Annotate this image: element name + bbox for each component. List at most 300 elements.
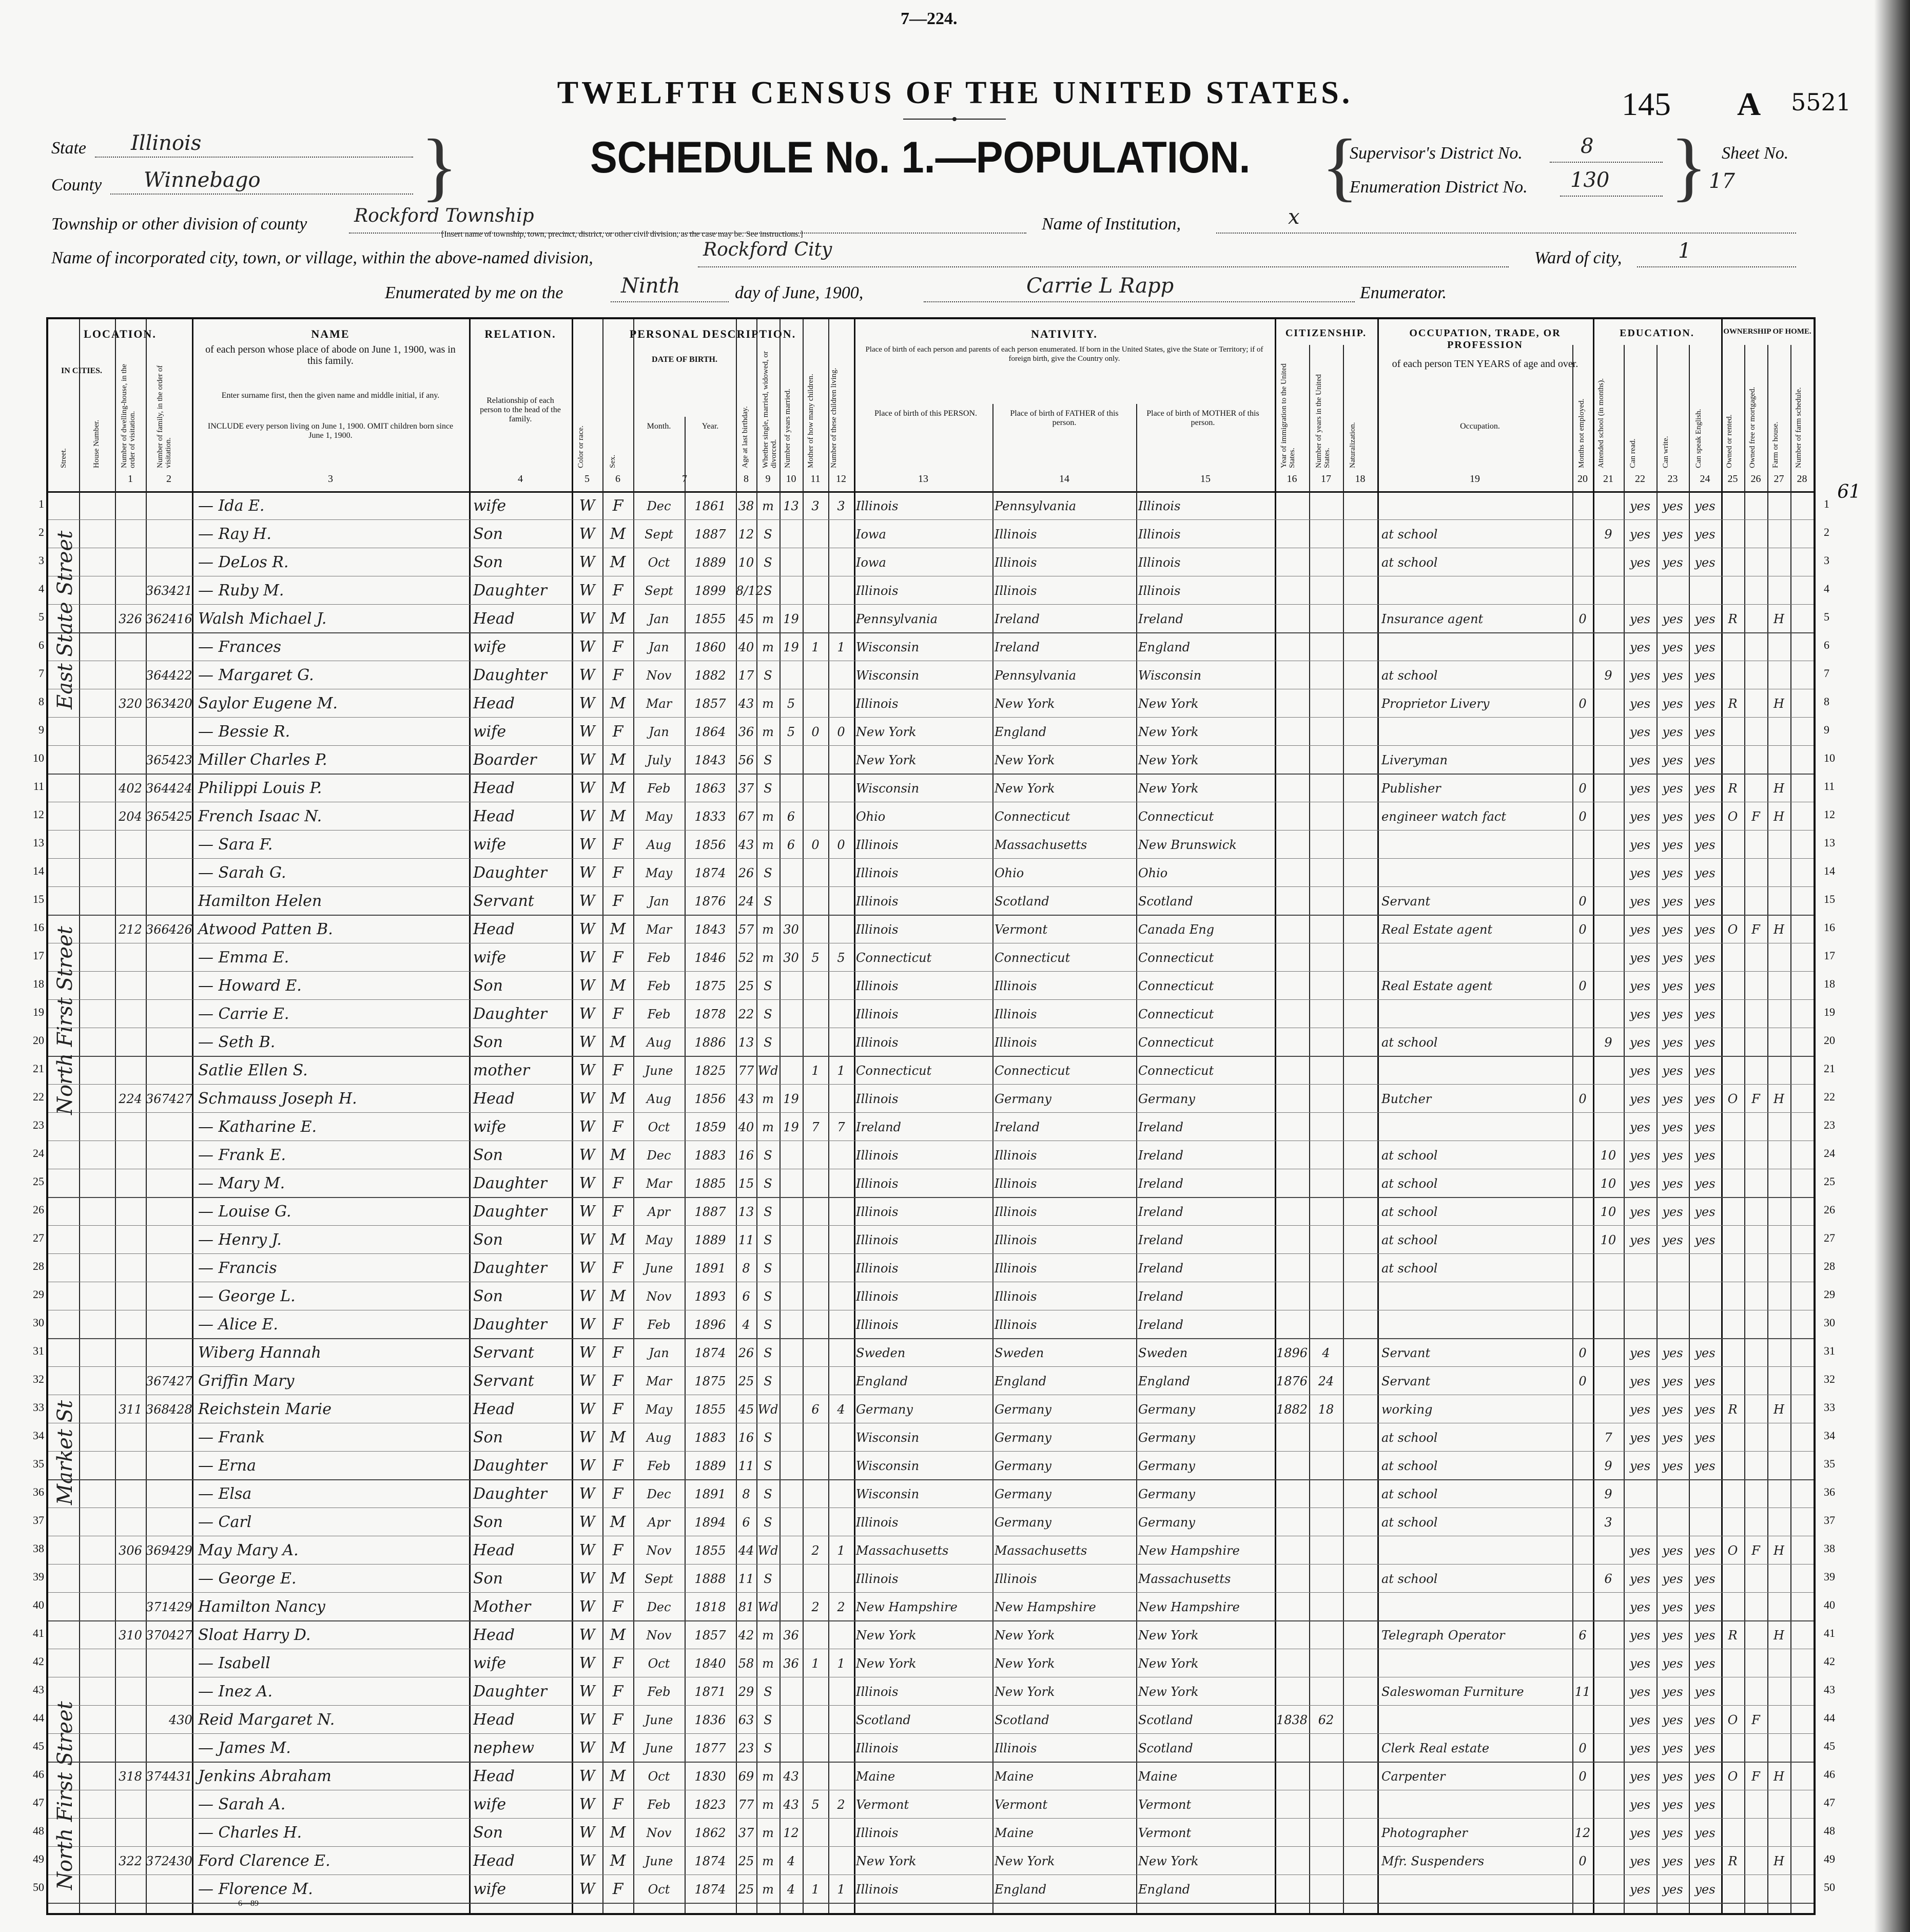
farm-house-cell: [1767, 1286, 1790, 1307]
years-married-cell: [779, 524, 803, 545]
colnum-27: 27: [1773, 473, 1784, 485]
occupation-cell: at school: [1381, 1148, 1438, 1163]
name-cell: — Erna: [198, 1457, 256, 1475]
owned-rented-cell: [1721, 834, 1744, 856]
census-row: [33, 915, 1835, 943]
birthplace-father-cell: Connecticut: [995, 809, 1070, 824]
birth-month-cell: Oct: [648, 1769, 670, 1784]
colnum-10: 10: [786, 473, 796, 485]
can-write-cell: yes: [1662, 1769, 1683, 1784]
years-in-us-cell: [1309, 1879, 1343, 1900]
naturalization-cell: [1343, 721, 1377, 743]
can-write-cell: yes: [1662, 1543, 1683, 1558]
house-number-cell: [115, 749, 146, 771]
birth-year-cell: 1857: [694, 697, 726, 711]
farm-house-cell: [1767, 1483, 1790, 1505]
naturalization-cell: [1343, 1116, 1377, 1138]
attended-school-cell: [1593, 1258, 1624, 1279]
marital-cell: S: [764, 1487, 772, 1501]
relation-cell: Daughter: [473, 1203, 547, 1221]
can-write-cell: yes: [1662, 1148, 1683, 1163]
free-mortgaged-cell: [1744, 1342, 1767, 1364]
can-write-cell: [1656, 1314, 1689, 1336]
immigration-year-cell: [1275, 693, 1309, 714]
birthplace-mother-cell: Germany: [1138, 1515, 1195, 1530]
months-not-employed-cell: 6: [1578, 1628, 1587, 1643]
census-row: [33, 1338, 1835, 1366]
street-name-2: North First Street: [53, 926, 77, 1115]
sex-cell: M: [610, 525, 626, 543]
naturalization-cell: [1343, 1314, 1377, 1336]
can-speak-cell: yes: [1694, 1628, 1716, 1643]
can-read-cell: yes: [1629, 1092, 1651, 1106]
occupation-cell: Real Estate agent: [1381, 922, 1493, 937]
house-number-cell: [115, 524, 146, 545]
children-living-cell: 0: [837, 838, 845, 852]
age-cell: 10: [738, 555, 754, 570]
owned-rented-cell: O: [1727, 1092, 1738, 1106]
birth-month-cell: Oct: [648, 1882, 670, 1897]
census-row: [38, 576, 1829, 604]
age-cell: 43: [738, 697, 754, 711]
can-read-cell: yes: [1629, 612, 1651, 626]
children-living-cell: [828, 862, 854, 884]
attended-school-cell: [1593, 1653, 1624, 1674]
dwelling-number-cell: 363: [146, 584, 169, 598]
birth-year-cell: 1855: [694, 1543, 726, 1558]
attended-school-cell: [1593, 1088, 1624, 1110]
farm-house-cell: [1767, 1201, 1790, 1223]
house-number-cell: [115, 1060, 146, 1081]
birthplace-person-cell: Illinois: [856, 866, 899, 880]
colnum-13: 13: [918, 473, 928, 485]
sex-cell: F: [612, 1203, 623, 1221]
immigration-year-cell: [1275, 1258, 1309, 1279]
right-brace: {: [1321, 124, 1358, 209]
farm-house-cell: [1767, 721, 1790, 743]
can-speak-cell: yes: [1694, 1035, 1716, 1050]
family-number-cell: 429: [169, 1600, 192, 1614]
birthplace-mother-cell: Ireland: [1138, 1120, 1183, 1134]
free-mortgaged-cell: [1744, 1596, 1767, 1618]
birthplace-father-cell: Connecticut: [995, 951, 1070, 965]
family-number-cell: 431: [169, 1769, 192, 1784]
line-number-left: 11: [33, 780, 44, 793]
line-number-right: 25: [1824, 1175, 1835, 1188]
free-mortgaged-cell: [1744, 608, 1767, 630]
census-row: [33, 1225, 1835, 1253]
farm-house-cell: [1767, 1116, 1790, 1138]
relation-cell: Daughter: [473, 1316, 547, 1334]
age-cell: 45: [738, 1402, 754, 1417]
relation-cell: wife: [473, 836, 506, 854]
family-number-cell: [169, 1568, 192, 1590]
attended-school-cell: [1593, 1879, 1624, 1900]
free-mortgaged-cell: [1744, 862, 1767, 884]
sex-cell: F: [612, 1061, 623, 1079]
free-mortgaged-cell: [1744, 1145, 1767, 1166]
mother-of-cell: [803, 1201, 828, 1223]
occupation-cell: at school: [1381, 1515, 1438, 1530]
can-read-cell: yes: [1629, 1205, 1651, 1219]
can-speak-cell: [1689, 1258, 1721, 1279]
years-in-us-cell: [1309, 778, 1343, 799]
birthplace-mother-cell: Canada Eng: [1138, 922, 1215, 937]
house-number-cell: [115, 1568, 146, 1590]
relation-cell: Daughter: [473, 1005, 547, 1023]
house-number-cell: 318: [119, 1769, 142, 1784]
dwelling-number-cell: [146, 862, 169, 884]
can-write-cell: yes: [1662, 753, 1683, 767]
immigration-year-cell: [1275, 1681, 1309, 1703]
occupation-cell: [1381, 636, 1571, 658]
age-cell: 56: [738, 753, 754, 767]
street-name-3: Market St: [53, 1400, 77, 1505]
can-write-cell: yes: [1662, 612, 1683, 626]
immigration-year-cell: [1275, 1116, 1309, 1138]
color-cell: W: [579, 1146, 595, 1164]
marital-cell: S: [764, 1035, 772, 1050]
years-married-cell: [779, 891, 803, 912]
census-row: [33, 1564, 1835, 1592]
family-number-cell: 430: [169, 1713, 192, 1727]
children-living-cell: [828, 806, 854, 827]
relation-cell: Head: [473, 920, 515, 938]
months-not-employed-cell: [1572, 1653, 1593, 1674]
vlabel-attended-school: Attended school (in months).: [1597, 378, 1605, 468]
birthplace-person-cell: Sweden: [856, 1346, 906, 1360]
census-row: [38, 548, 1829, 576]
relation-cell: wife: [473, 723, 506, 741]
color-cell: W: [579, 1061, 595, 1079]
children-living-cell: [828, 1286, 854, 1307]
house-number-cell: [115, 1653, 146, 1674]
sex-cell: F: [612, 949, 623, 967]
birthplace-father-cell: Scotland: [995, 1713, 1049, 1727]
naturalization-cell: [1343, 1229, 1377, 1251]
months-not-employed-cell: 0: [1578, 1092, 1587, 1106]
owned-rented-cell: O: [1727, 922, 1738, 937]
line-number-left: 26: [33, 1203, 44, 1216]
years-married-cell: [779, 1483, 803, 1505]
occupation-cell: Butcher: [1381, 1092, 1432, 1106]
can-read-cell: yes: [1629, 838, 1651, 852]
free-mortgaged-cell: F: [1751, 1769, 1760, 1784]
name-cell: — Louise G.: [198, 1203, 291, 1221]
family-number-cell: [169, 1681, 192, 1703]
farm-house-cell: [1767, 1229, 1790, 1251]
color-cell: W: [579, 1400, 595, 1418]
can-speak-cell: [1689, 1314, 1721, 1336]
birthplace-person-cell: Illinois: [856, 1318, 899, 1332]
birthplace-person-cell: Germany: [856, 1402, 913, 1417]
owned-rented-cell: O: [1727, 1543, 1738, 1558]
children-living-cell: [828, 1003, 854, 1025]
years-married-cell: 19: [783, 640, 799, 654]
birth-year-cell: 1894: [694, 1515, 726, 1530]
supervisor-line: [1550, 162, 1663, 163]
family-number-cell: [169, 1060, 192, 1081]
line-number-right: 31: [1824, 1344, 1835, 1357]
years-married-cell: 6: [787, 809, 795, 824]
line-number-right: 49: [1824, 1852, 1835, 1865]
pob-mother-label: Place of birth of MOTHER of this person.: [1146, 409, 1259, 427]
birthplace-mother-cell: Connecticut: [1138, 951, 1214, 965]
owned-rented-cell: [1721, 1596, 1744, 1618]
line-number-left: 2: [38, 526, 44, 538]
owned-rented-cell: [1721, 749, 1744, 771]
marital-cell: m: [762, 1628, 774, 1643]
relation-cell: Son: [473, 1570, 503, 1588]
birthplace-person-cell: Iowa: [856, 527, 886, 542]
age-cell: 25: [738, 979, 754, 993]
attended-school-cell: [1593, 1737, 1624, 1759]
line-number-right: 10: [1824, 751, 1835, 764]
can-speak-cell: yes: [1694, 527, 1716, 542]
years-married-cell: [779, 1370, 803, 1392]
years-in-us-cell: [1309, 1568, 1343, 1590]
dwelling-number-cell: 364: [146, 668, 169, 683]
house-number-cell: [115, 636, 146, 658]
mother-of-cell: [803, 1822, 828, 1844]
immigration-year-cell: [1275, 721, 1309, 743]
owned-rented-cell: [1721, 1342, 1744, 1364]
birth-month-cell: Sept: [645, 1572, 673, 1586]
line-number-left: 20: [33, 1034, 44, 1047]
dwelling-number-cell: [146, 1822, 169, 1844]
months-not-employed-cell: [1572, 1455, 1593, 1477]
census-row: [33, 1423, 1835, 1451]
dwelling-number-cell: [146, 1342, 169, 1364]
sex-cell: M: [610, 1513, 626, 1531]
owned-rented-cell: [1721, 552, 1744, 573]
house-number-cell: [115, 947, 146, 969]
relation-cell: Servant: [473, 1372, 534, 1390]
attended-school-cell: 9: [1604, 527, 1612, 542]
family-number-cell: [169, 1229, 192, 1251]
attended-school-cell: 7: [1604, 1431, 1612, 1445]
sex-cell: M: [610, 1570, 626, 1588]
can-write-cell: yes: [1662, 1092, 1683, 1106]
immigration-year-cell: [1275, 1173, 1309, 1194]
group-location: LOCATION.: [84, 327, 157, 340]
years-in-us-cell: [1309, 1455, 1343, 1477]
line-number-right: 30: [1824, 1316, 1835, 1329]
family-number-cell: [169, 1314, 192, 1336]
birth-year-cell: 1823: [694, 1798, 726, 1812]
mother-of-cell: 7: [811, 1120, 820, 1134]
mother-of-cell: [803, 778, 828, 799]
occupation-cell: Servant: [1381, 1346, 1431, 1360]
family-number-cell: [169, 1258, 192, 1279]
sex-cell: F: [612, 836, 623, 854]
house-number-cell: [115, 1116, 146, 1138]
farm-house-cell: [1767, 1173, 1790, 1194]
birthplace-person-cell: Illinois: [856, 1515, 899, 1530]
can-read-cell: [1624, 1512, 1656, 1533]
farm-house-cell: [1767, 1003, 1790, 1025]
birthplace-person-cell: Illinois: [856, 838, 899, 852]
attended-school-cell: 3: [1604, 1515, 1612, 1530]
birthplace-mother-cell: Germany: [1138, 1459, 1195, 1473]
line-number-left: 12: [33, 808, 44, 821]
years-in-us-cell: [1309, 947, 1343, 969]
family-number-cell: [169, 1483, 192, 1505]
vlabel-naturalization: Naturalization.: [1349, 422, 1357, 468]
line-number-right: 44: [1824, 1711, 1835, 1724]
can-write-cell: yes: [1662, 1374, 1683, 1388]
farm-house-cell: [1767, 495, 1790, 517]
marital-cell: S: [764, 1346, 772, 1360]
birth-month-cell: July: [647, 753, 671, 767]
years-in-us-cell: [1309, 1766, 1343, 1787]
house-number-cell: [115, 1342, 146, 1364]
birthplace-father-cell: New York: [995, 697, 1055, 711]
children-living-cell: [828, 1850, 854, 1872]
dwelling-number-cell: [146, 1794, 169, 1815]
family-number-cell: [169, 1003, 192, 1025]
can-write-cell: [1656, 1483, 1689, 1505]
owned-rented-cell: [1721, 1370, 1744, 1392]
farm-house-cell: [1767, 862, 1790, 884]
can-speak-cell: yes: [1694, 1092, 1716, 1106]
birth-year-cell: 1877: [694, 1741, 726, 1755]
occupation-cell: [1381, 1314, 1571, 1336]
colnum-4: 4: [518, 473, 523, 485]
enumerated-day: Ninth: [621, 274, 680, 298]
marital-cell: S: [764, 555, 772, 570]
marital-cell: S: [764, 1289, 772, 1304]
attended-school-cell: 10: [1600, 1205, 1616, 1219]
naturalization-cell: [1343, 1145, 1377, 1166]
can-read-cell: yes: [1629, 1854, 1651, 1868]
can-read-cell: yes: [1629, 922, 1651, 937]
birthplace-father-cell: New Hampshire: [995, 1600, 1096, 1614]
birth-year-cell: 1836: [694, 1713, 726, 1727]
birthplace-father-cell: Illinois: [995, 555, 1037, 570]
birth-year-cell: 1861: [694, 499, 726, 513]
children-living-cell: [828, 1032, 854, 1053]
children-living-cell: [828, 1370, 854, 1392]
owned-rented-cell: R: [1728, 781, 1738, 796]
naturalization-cell: [1343, 1032, 1377, 1053]
age-cell: 69: [738, 1769, 754, 1784]
can-speak-cell: yes: [1694, 1685, 1716, 1699]
line-number-left: 38: [33, 1542, 44, 1555]
birthplace-person-cell: Illinois: [856, 1289, 899, 1304]
line-number-right: 16: [1824, 921, 1835, 934]
farm-house-cell: H: [1773, 809, 1784, 824]
dwelling-number-cell: [146, 495, 169, 517]
name-cell: Saylor Eugene M.: [198, 694, 338, 712]
relation-cell: Head: [473, 1852, 515, 1870]
birthplace-mother-cell: Maine: [1138, 1769, 1178, 1784]
sex-cell: M: [610, 610, 626, 628]
immigration-year-cell: [1275, 947, 1309, 969]
relation-cell: wife: [473, 638, 506, 656]
marital-cell: Wd: [757, 1402, 778, 1417]
dwelling-number-cell: [146, 1568, 169, 1590]
free-mortgaged-cell: [1744, 891, 1767, 912]
free-mortgaged-cell: [1744, 636, 1767, 658]
can-read-cell: yes: [1629, 1176, 1651, 1191]
birthplace-father-cell: Pennsylvania: [995, 499, 1077, 513]
can-read-cell: yes: [1629, 640, 1651, 654]
attended-school-cell: [1593, 1709, 1624, 1731]
census-row: [33, 1395, 1835, 1423]
can-read-cell: yes: [1629, 1007, 1651, 1021]
sex-cell: M: [610, 1033, 626, 1051]
months-not-employed-cell: 12: [1574, 1826, 1591, 1840]
relation-cell: Daughter: [473, 1174, 547, 1192]
age-cell: 40: [738, 1120, 754, 1134]
naturalization-cell: [1343, 975, 1377, 997]
birthplace-father-cell: Vermont: [995, 922, 1048, 937]
color-cell: W: [579, 1852, 595, 1870]
birthplace-mother-cell: Vermont: [1138, 1798, 1192, 1812]
years-in-us-cell: [1309, 919, 1343, 940]
months-not-employed-cell: [1572, 862, 1593, 884]
age-cell: 36: [738, 725, 754, 739]
name-cell: — Carrie E.: [198, 1005, 289, 1023]
color-cell: W: [579, 638, 595, 656]
color-cell: W: [579, 1344, 595, 1362]
relation-cell: wife: [473, 497, 506, 515]
naturalization-cell: [1343, 1879, 1377, 1900]
marital-cell: S: [764, 1261, 772, 1276]
colnum-14: 14: [1059, 473, 1069, 485]
birth-month-cell: Aug: [646, 1092, 672, 1106]
naturalization-cell: [1343, 1766, 1377, 1787]
mother-of-cell: 1: [811, 640, 820, 654]
vlabel-children-living: Number of these children living.: [830, 368, 838, 468]
vlabel-years-us: Number of years in the United States.: [1315, 374, 1331, 468]
birth-year-cell: 1864: [694, 725, 726, 739]
mother-of-cell: [803, 693, 828, 714]
children-living-cell: [828, 1737, 854, 1759]
line-number-left: 28: [33, 1260, 44, 1272]
birthplace-father-cell: Illinois: [995, 1148, 1037, 1163]
sex-cell: F: [612, 1259, 623, 1277]
children-living-cell: [828, 1229, 854, 1251]
sex-cell: F: [612, 666, 623, 684]
owned-rented-cell: [1721, 580, 1744, 602]
naturalization-cell: [1343, 1653, 1377, 1674]
birth-month-cell: June: [645, 1741, 673, 1755]
can-speak-cell: yes: [1694, 1402, 1716, 1417]
marital-cell: S: [764, 1741, 772, 1755]
line-number-right: 6: [1824, 639, 1829, 651]
birth-month-cell: Mar: [646, 922, 672, 937]
birth-year-cell: 1830: [694, 1769, 726, 1784]
sex-cell: M: [610, 1090, 626, 1108]
years-married-cell: [779, 1201, 803, 1223]
group-ownership: OWNERSHIP OF HOME.: [1723, 327, 1811, 336]
house-number-cell: 402: [119, 781, 142, 796]
free-mortgaged-cell: [1744, 1399, 1767, 1420]
children-living-cell: [828, 1455, 854, 1477]
name-cell: — Inez A.: [198, 1683, 273, 1701]
occupation-cell: [1381, 1060, 1571, 1081]
house-number-cell: [115, 1173, 146, 1194]
family-number-cell: [169, 552, 192, 573]
birth-month-cell: June: [645, 1261, 673, 1276]
name-cell: Wiberg Hannah: [198, 1344, 321, 1362]
birth-year-cell: 1878: [694, 1007, 726, 1021]
sheet-code: 5521: [1791, 88, 1851, 116]
occupation-cell: working: [1381, 1402, 1433, 1417]
immigration-year-cell: [1275, 1483, 1309, 1505]
